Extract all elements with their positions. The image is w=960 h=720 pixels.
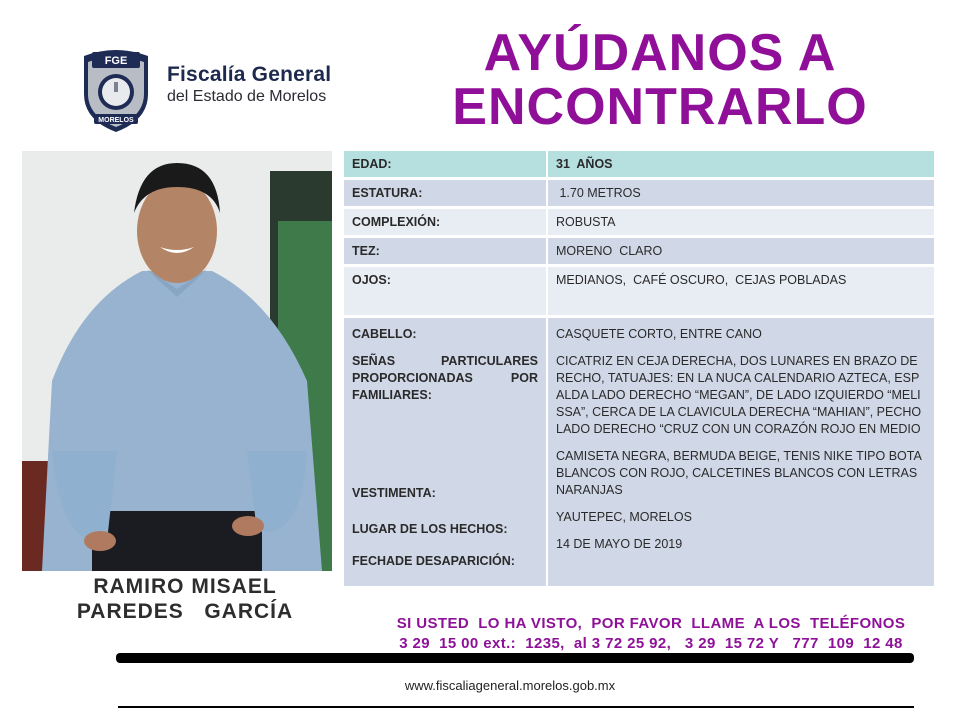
- label-complexion: COMPLEXIÓN:: [344, 209, 548, 235]
- value-lugar: YAUTEPEC, MORELOS: [556, 510, 692, 524]
- person-details-table: [344, 148, 934, 589]
- label-vestimenta: VESTIMENTA:: [352, 486, 436, 500]
- organization-name: [167, 63, 331, 107]
- missing-person-name: [40, 574, 330, 624]
- website-link[interactable]: www.fiscaliageneral.morelos.gob.mx: [404, 678, 616, 693]
- table-row-tez: [344, 238, 934, 264]
- value-fecha: 14 DE MAYO DE 2019: [556, 537, 683, 551]
- value-edad: 31 AÑOS: [548, 151, 934, 177]
- value-estatura: 1.70 METROS: [548, 180, 934, 206]
- headline: [440, 26, 880, 134]
- value-ojos: MEDIANOS, CAFÉ OSCURO, CEJAS POBLADAS: [548, 267, 934, 315]
- label-lugar: LUGAR DE LOS HECHOS:: [352, 522, 508, 536]
- table-row-ojos: [344, 267, 934, 315]
- label-ojos: OJOS:: [344, 267, 548, 315]
- footer-rule: [118, 706, 914, 708]
- phone-numbers: 3 29 15 00 ext.: 1235, al 3 72 25 92, 3 29 15 72 Y 777 109 12 48: [399, 635, 903, 652]
- label-cabello: CABELLO:: [352, 327, 417, 341]
- table-row-edad: [344, 151, 934, 177]
- label-edad: EDAD:: [344, 151, 548, 177]
- fge-badge-icon: [78, 44, 154, 134]
- label-senas: SEÑAS PARTICULARES PROPORCIONADAS POR FAMILIARES:: [352, 354, 538, 402]
- value-tez: MORENO CLARO: [548, 238, 934, 264]
- values-block: [548, 318, 934, 586]
- missing-person-photo: [22, 151, 332, 571]
- appeal-line1: SI USTED LO HA VISTO, POR FAVOR LLAME A LOS TELÉFONOS: [396, 615, 906, 632]
- label-fecha: FECHADE DESAPARICIÓN:: [352, 554, 515, 568]
- name-line2: PAREDES GARCÍA: [76, 600, 294, 623]
- table-row-estatura: [344, 180, 934, 206]
- name-line1: RAMIRO MISAEL: [93, 575, 277, 598]
- value-senas: CICATRIZ EN CEJA DERECHA, DOS LUNARES EN BRAZO DERECHO, TATUAJES: EN LA NUCA CALENDARIO AZTECA, ESPALDA LADO DERECHO “MEGAN”, DE LADO IZQUIERDO “MELISSA”, CERCA DE LA CLAVICULA DERECHA “MAHIAN”, PECHO LADO DERECHO “CRUZ CON UN CORAZÓN ROJO EN MEDIO: [556, 354, 922, 436]
- org-name-line2: del Estado de Morelos: [167, 88, 327, 105]
- label-tez: TEZ:: [344, 238, 548, 264]
- value-vestimenta: CAMISETA NEGRA, BERMUDA BEIGE, TENIS NIKE TIPO BOTA BLANCOS CON ROJO, CALCETINES BLANCOS CON LETRAS NARANJAS: [556, 449, 922, 497]
- contact-appeal: [374, 614, 928, 654]
- value-complexion: ROBUSTA: [548, 209, 934, 235]
- svg-text:MORELOS: MORELOS: [98, 117, 134, 124]
- org-name-line1: Fiscalía General: [167, 63, 332, 86]
- svg-text:FGE: FGE: [104, 55, 128, 67]
- labels-block: [344, 318, 548, 586]
- headline-line2: ENCONTRARLO: [452, 78, 868, 136]
- headline-line1: AYÚDANOS A: [483, 24, 837, 82]
- label-estatura: ESTATURA:: [344, 180, 548, 206]
- divider-bar: [116, 653, 914, 663]
- table-row-complexion: [344, 209, 934, 235]
- table-row-details-block: [344, 318, 934, 586]
- value-cabello: CASQUETE CORTO, ENTRE CANO: [556, 327, 762, 341]
